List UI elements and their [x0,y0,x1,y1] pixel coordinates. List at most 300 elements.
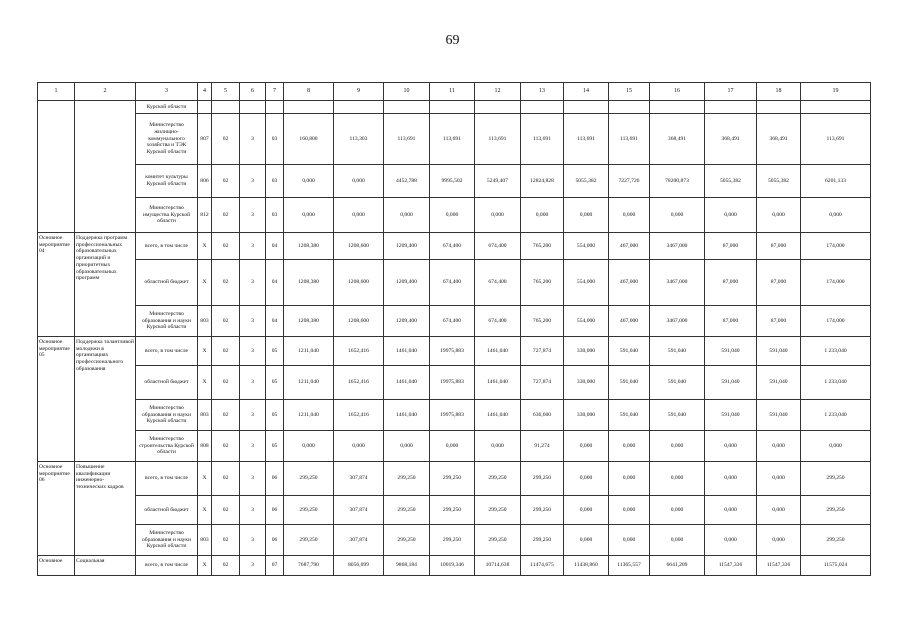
table-cell: 0,000 [757,462,801,496]
table-cell: 8056,099 [334,556,384,576]
table-cell: 1 233,040 [801,400,871,431]
table-cell [384,101,430,114]
table-cell [609,101,650,114]
table-cell: 636,600 [521,400,564,431]
table-cell: 0,000 [430,198,475,233]
table-row [38,260,871,306]
table-cell: 0,000 [564,525,609,556]
table-cell [266,101,284,114]
table-cell: 0,000 [475,198,521,233]
table-cell: 467,000 [609,233,650,260]
table-cell: 02 [212,431,240,462]
table-cell: 674,400 [430,306,475,337]
table-row [38,101,871,114]
table-cell: 3 [240,114,266,165]
table-cell: 3 [240,462,266,496]
table-cell: 03 [266,198,284,233]
table-cell: 1211,040 [284,366,334,400]
table-cell: 591,040 [650,400,705,431]
table-cell: 1461,040 [384,337,430,366]
table-cell: Основное [38,556,75,576]
table-cell: 591,040 [609,400,650,431]
table-cell: 299,250 [284,496,334,525]
column-header: 4 [198,83,212,101]
table-cell: всего, в том числе [136,556,198,576]
table-cell: 02 [212,525,240,556]
table-cell: 19975,883 [430,337,475,366]
table-cell [430,101,475,114]
column-header: 7 [266,83,284,101]
table-cell: 0,000 [650,496,705,525]
table-cell: 299,250 [430,496,475,525]
table-row [38,525,871,556]
table-cell: 0,000 [284,431,334,462]
table-cell: 02 [212,462,240,496]
table-cell: 113,691 [521,114,564,165]
table-cell: 1208,380 [284,233,334,260]
table-cell: 07 [266,556,284,576]
header-row [38,83,871,101]
table-cell: 0,000 [284,198,334,233]
table-cell: 11547,336 [757,556,801,576]
table-cell: 11474,675 [521,556,564,576]
column-header: 18 [757,83,801,101]
column-header: 1 [38,83,75,101]
table-cell: 591,040 [650,337,705,366]
table-cell: 04 [266,306,284,337]
table-cell: 368,491 [757,114,801,165]
table-cell: 06 [266,525,284,556]
table-cell: 3 [240,165,266,198]
table-cell: 87,000 [757,260,801,306]
table-cell [705,101,757,114]
table-cell: 307,874 [334,496,384,525]
table-cell: 7687,790 [284,556,334,576]
table-cell: 765,200 [521,260,564,306]
table-cell: 02 [212,337,240,366]
table-cell: 02 [212,400,240,431]
table-cell: 3 [240,366,266,400]
table-cell: 1211,040 [284,400,334,431]
table-cell: 7227,726 [609,165,650,198]
table-cell: 591,040 [609,337,650,366]
table-cell: 5055,382 [705,165,757,198]
page-number: 69 [445,33,460,48]
table-cell: 299,250 [284,525,334,556]
table-cell: 113,691 [564,114,609,165]
table-cell: 3467,000 [650,306,705,337]
table-row [38,306,871,337]
table-cell: Х [198,233,212,260]
table-cell: 1652,416 [334,400,384,431]
table-cell: 727,874 [521,337,564,366]
table-cell: 05 [266,400,284,431]
table-cell: 307,874 [334,525,384,556]
table-cell: Повышение квалификации инженерно-технических кадров [75,462,136,556]
table-cell: 0,000 [801,198,871,233]
table-cell: 5055,382 [564,165,609,198]
table-cell: 299,250 [284,462,334,496]
table-cell: 674,400 [430,233,475,260]
table-cell: 02 [212,114,240,165]
table-cell: Х [198,366,212,400]
table-cell: 806 [198,165,212,198]
table-cell: 674,400 [475,306,521,337]
table-cell: Министерство имущества Курской области [136,198,198,233]
table-cell: 803 [198,525,212,556]
table-cell: Х [198,462,212,496]
table-cell: 0,000 [650,198,705,233]
table-cell: 0,000 [384,431,430,462]
table-cell: всего, в том числе [136,462,198,496]
table-cell: 9995,502 [430,165,475,198]
table-cell: 812 [198,198,212,233]
table-cell: 0,000 [609,462,650,496]
table-cell: 02 [212,366,240,400]
table-cell: 591,040 [757,366,801,400]
table-cell: 3467,000 [650,233,705,260]
table-cell: 368,491 [650,114,705,165]
table-cell: 727,874 [521,366,564,400]
table-cell: Поддержка талантливой молодежи в организациях профессионального образования [75,337,136,462]
table-cell: 803 [198,400,212,431]
column-header: 2 [75,83,136,101]
table-cell: Министерство жилищно-коммунального хозяйства и ТЭК Курской области [136,114,198,165]
table-cell: 765,200 [521,306,564,337]
table-cell: 1 233,040 [801,337,871,366]
table-cell: 0,000 [650,525,705,556]
table-cell: 11547,336 [705,556,757,576]
table-row [38,556,871,576]
table-cell: 12824,828 [521,165,564,198]
table-cell: 554,000 [564,260,609,306]
table-cell: 03 [266,165,284,198]
table-cell: 6201,133 [801,165,871,198]
table-cell: 113,303 [334,114,384,165]
table-cell: 591,040 [650,366,705,400]
table-cell: 19975,883 [430,366,475,400]
table-cell: 0,000 [284,165,334,198]
table-cell: 0,000 [384,198,430,233]
table-cell: 174,000 [801,260,871,306]
table-cell: 3 [240,496,266,525]
table-cell: 299,250 [430,525,475,556]
column-header: 9 [334,83,384,101]
table-cell: 1208,600 [334,260,384,306]
table-cell: 3 [240,198,266,233]
table-cell: 05 [266,431,284,462]
table-cell: 1208,380 [284,306,334,337]
table-cell: 3 [240,431,266,462]
table-cell: 78200,873 [650,165,705,198]
table-cell: 1208,380 [284,260,334,306]
table-row [38,431,871,462]
table-cell: Министерство строительства Курской области [136,431,198,462]
table-cell: Х [198,556,212,576]
table-cell: 0,000 [705,431,757,462]
table-cell: 0,000 [609,525,650,556]
table-cell: 299,250 [475,525,521,556]
table-cell: 591,040 [757,337,801,366]
table-cell: областной бюджет [136,496,198,525]
table-cell: 04 [266,260,284,306]
table-cell: 3 [240,400,266,431]
table-cell [521,101,564,114]
table-cell: Основное мероприятие 06 [38,462,75,556]
column-header: 13 [521,83,564,101]
table-cell: 591,040 [705,337,757,366]
column-header: 19 [801,83,871,101]
table-cell: 1209,400 [384,260,430,306]
table-cell [284,101,334,114]
table-cell: Социальная [75,556,136,576]
table-cell: 330,000 [564,366,609,400]
table-cell: 11365,557 [609,556,650,576]
table-cell: 299,250 [384,462,430,496]
table-cell: 1461,040 [384,400,430,431]
table-cell: 160,800 [284,114,334,165]
table-cell [38,101,75,233]
column-header: 10 [384,83,430,101]
table-cell: 113,691 [801,114,871,165]
table-cell [198,101,212,114]
table-cell: 5055,382 [757,165,801,198]
table-cell: 3 [240,306,266,337]
table-cell: 02 [212,306,240,337]
table-cell: Министерство образования и науки Курской области [136,525,198,556]
table-cell: 0,000 [564,431,609,462]
table-cell [564,101,609,114]
table-cell: 3 [240,525,266,556]
table-cell: 6641,209 [650,556,705,576]
table-cell: Основное мероприятие 04 [38,233,75,337]
table-cell: 765,200 [521,233,564,260]
table-cell [75,101,136,233]
table-cell: 0,000 [650,431,705,462]
table-cell: 0,000 [334,198,384,233]
table-cell: 0,000 [705,496,757,525]
table-cell: Курской области [136,101,198,114]
table-cell: 591,040 [705,400,757,431]
table-cell: 1461,040 [475,400,521,431]
table-cell: 113,691 [384,114,430,165]
table-cell: 299,250 [521,496,564,525]
table-cell: 0,000 [521,198,564,233]
table-cell: 1209,400 [384,233,430,260]
table-cell: 299,250 [801,462,871,496]
table-cell: всего, в том числе [136,337,198,366]
table-cell: 330,000 [564,400,609,431]
table-cell: 299,250 [801,496,871,525]
table-cell: 0,000 [705,462,757,496]
table-cell [240,101,266,114]
table-cell: Поддержка программ профессиональных образовательных организаций и приоритетных образовательных программ [75,233,136,337]
table-cell: 0,000 [757,431,801,462]
table-cell: 174,000 [801,306,871,337]
table-cell: 674,400 [475,260,521,306]
table-cell: 299,250 [384,525,430,556]
table-cell: 87,000 [705,306,757,337]
table-cell: 674,400 [475,233,521,260]
table-cell: 299,250 [801,525,871,556]
table-cell: 02 [212,233,240,260]
table-cell: 0,000 [430,431,475,462]
table-cell: 807 [198,114,212,165]
table-cell: всего, в том числе [136,233,198,260]
table-row [38,366,871,400]
table-cell: 1211,040 [284,337,334,366]
table-cell: Х [198,337,212,366]
table-cell: 91,274 [521,431,564,462]
table-cell: 0,000 [564,462,609,496]
table-cell [801,101,871,114]
table-row [38,114,871,165]
table-cell: 113,691 [609,114,650,165]
table-cell: 87,000 [705,233,757,260]
table-cell: 3 [240,260,266,306]
table-cell: 02 [212,260,240,306]
table-cell: 87,000 [757,306,801,337]
table-cell: 4452,788 [384,165,430,198]
table-cell: 803 [198,306,212,337]
table-cell: 5249,407 [475,165,521,198]
table-cell [650,101,705,114]
table-cell: 299,250 [475,462,521,496]
table-cell: 0,000 [609,496,650,525]
table-cell: 0,000 [334,165,384,198]
table-cell: областной бюджет [136,260,198,306]
table-cell [334,101,384,114]
table-cell: 02 [212,165,240,198]
table-cell: 299,250 [384,496,430,525]
table-cell: 1209,400 [384,306,430,337]
table-cell: 0,000 [334,431,384,462]
table-cell: 307,874 [334,462,384,496]
table-cell: комитет культуры Курской области [136,165,198,198]
column-header: 11 [430,83,475,101]
table-cell: 591,040 [705,366,757,400]
table-cell: 0,000 [705,198,757,233]
table-cell: 113,691 [475,114,521,165]
table-cell: 06 [266,496,284,525]
table-cell: 9868,184 [384,556,430,576]
table-cell: 1652,416 [334,337,384,366]
table-cell: 1461,040 [384,366,430,400]
table-cell: 3 [240,233,266,260]
column-header: 3 [136,83,198,101]
table-cell: 0,000 [757,496,801,525]
table-cell [757,101,801,114]
table-cell: 0,000 [757,525,801,556]
table-cell: 368,491 [705,114,757,165]
table-row [38,462,871,496]
table-cell: 1208,600 [334,233,384,260]
table-cell: 299,250 [475,496,521,525]
table-cell: 3 [240,337,266,366]
table-cell: 06 [266,462,284,496]
table-cell: 299,250 [521,525,564,556]
budget-table [37,82,871,576]
table-cell: Министерство образования и науки Курской области [136,400,198,431]
table-cell: 11575,024 [801,556,871,576]
column-header: 5 [212,83,240,101]
table-row [38,400,871,431]
table-cell: 05 [266,337,284,366]
column-header: 8 [284,83,334,101]
table-cell: 0,000 [705,525,757,556]
table-row [38,233,871,260]
table-cell: 674,400 [430,260,475,306]
table-cell: 808 [198,431,212,462]
table-cell: 10019,346 [430,556,475,576]
table-row [38,337,871,366]
table-cell: 0,000 [757,198,801,233]
table-cell: Основное мероприятие 05 [38,337,75,462]
column-header: 15 [609,83,650,101]
table-cell: 467,000 [609,306,650,337]
table-cell [475,101,521,114]
table-cell: 0,000 [609,198,650,233]
table-cell: 1 233,040 [801,366,871,400]
table-cell: 591,040 [609,366,650,400]
table-cell: 554,000 [564,306,609,337]
table-cell: 1652,416 [334,366,384,400]
table-cell [212,101,240,114]
table-cell: 591,040 [757,400,801,431]
table-cell: 0,000 [609,431,650,462]
table-cell: 10714,638 [475,556,521,576]
table-cell: 02 [212,198,240,233]
table-cell: 03 [266,114,284,165]
table-cell: 0,000 [564,198,609,233]
table-cell: 330,000 [564,337,609,366]
table-cell: Министерство образования и науки Курской области [136,306,198,337]
table-cell: 299,250 [521,462,564,496]
column-header: 16 [650,83,705,101]
table-cell: 1461,040 [475,337,521,366]
table-cell: 1461,040 [475,366,521,400]
table-cell: 3 [240,556,266,576]
table-cell: 0,000 [801,431,871,462]
table-cell: 1208,600 [334,306,384,337]
table-cell: Х [198,496,212,525]
table-cell: 02 [212,556,240,576]
table-cell: 19975,883 [430,400,475,431]
table-cell: 113,691 [430,114,475,165]
table-row [38,165,871,198]
column-header: 17 [705,83,757,101]
table-cell: 04 [266,233,284,260]
column-header: 12 [475,83,521,101]
table-cell: 05 [266,366,284,400]
table-cell: областной бюджет [136,366,198,400]
table-cell: 0,000 [650,462,705,496]
column-header: 14 [564,83,609,101]
table-cell: 02 [212,496,240,525]
table-cell: 87,000 [705,260,757,306]
column-header: 6 [240,83,266,101]
table-cell: 467,000 [609,260,650,306]
table-cell: Х [198,260,212,306]
table-cell: 299,250 [430,462,475,496]
table-cell: 174,000 [801,233,871,260]
table-cell: 11438,860 [564,556,609,576]
table-row [38,198,871,233]
table-cell: 554,000 [564,233,609,260]
table-cell: 87,000 [757,233,801,260]
table-cell: 3467,000 [650,260,705,306]
table-row [38,496,871,525]
